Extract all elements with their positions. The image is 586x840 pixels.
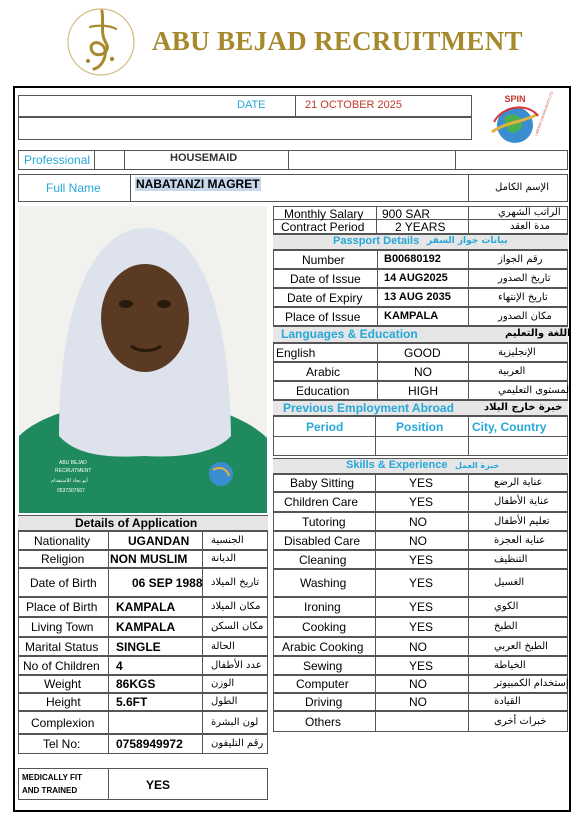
shirt-text-1: ABU BEJAD	[59, 460, 87, 466]
skill-value: YES	[409, 476, 434, 490]
application-arabic: لون البشرة	[211, 717, 259, 728]
passport-value: B00680192	[384, 253, 441, 265]
application-divider	[202, 693, 203, 711]
full-name-value: NABATANZI MAGRET	[136, 177, 260, 191]
application-divider	[108, 597, 109, 617]
application-label: Marital Status	[25, 640, 99, 654]
employment-col-city-country: City, Country	[472, 420, 547, 434]
language-value: NO	[414, 365, 432, 379]
skill-arabic: عناية العجزة	[494, 535, 546, 546]
medical-label-1: MEDICALLY FIT	[22, 773, 83, 782]
application-divider	[108, 656, 109, 675]
application-divider	[202, 675, 203, 693]
skill-divider	[468, 597, 469, 617]
skill-divider	[375, 693, 376, 711]
application-value: 5.6FT	[116, 695, 148, 709]
company-name: ABU BEJAD RECRUITMENT	[152, 26, 523, 56]
application-divider	[108, 637, 109, 656]
application-divider	[202, 617, 203, 637]
skill-label: Tutoring	[302, 515, 346, 529]
application-value: 06 SEP 1988	[132, 576, 203, 590]
application-arabic: تاريخ الميلاد	[211, 577, 260, 588]
passport-divider	[377, 288, 378, 307]
professional-row	[18, 150, 568, 170]
application-divider	[108, 675, 109, 693]
employment-title: Previous Employment Abroad	[283, 401, 454, 415]
contract-period-label: Contract Period	[281, 220, 365, 234]
application-arabic: الحالة	[211, 641, 235, 652]
application-label: Complexion	[31, 716, 95, 730]
skill-divider	[375, 474, 376, 492]
skill-divider	[468, 675, 469, 693]
language-divider	[377, 362, 378, 381]
application-divider	[202, 734, 203, 754]
application-divider	[202, 550, 203, 568]
skill-value: YES	[409, 576, 434, 590]
skill-value: NO	[409, 640, 427, 654]
skill-divider	[468, 550, 469, 569]
application-value: KAMPALA	[116, 600, 176, 614]
skill-divider	[375, 569, 376, 597]
application-divider	[202, 637, 203, 656]
application-divider	[108, 568, 109, 597]
language-label: Education	[296, 384, 350, 398]
skill-divider	[375, 675, 376, 693]
skill-divider	[375, 597, 376, 617]
application-title: Details of Application	[75, 516, 198, 530]
skill-divider	[375, 531, 376, 550]
language-divider	[377, 343, 378, 362]
application-divider	[202, 656, 203, 675]
passport-value: 13 AUG 2035	[384, 291, 451, 303]
passport-divider	[468, 307, 469, 326]
application-label: Nationality	[34, 534, 91, 548]
full-name-arabic: الإسم الكامل	[495, 182, 550, 193]
language-label: Arabic	[306, 365, 341, 379]
skill-divider	[468, 656, 469, 675]
skill-label: Children Care	[284, 495, 359, 509]
blank-row	[18, 117, 472, 140]
application-label: Tel No:	[43, 737, 81, 751]
language-divider	[468, 381, 469, 400]
spin-agency-logo	[482, 91, 554, 152]
application-label: Living Town	[31, 620, 94, 634]
skill-divider	[375, 512, 376, 531]
application-divider	[108, 734, 109, 754]
application-value: 4	[116, 659, 123, 673]
application-value: NON MUSLIM	[110, 552, 188, 566]
skill-divider	[468, 693, 469, 711]
skill-arabic: التنظيف	[494, 554, 528, 565]
application-arabic: الوزن	[211, 678, 235, 689]
skill-label: Ironing	[304, 600, 341, 614]
languages-title-arabic: اللغة والتعليم	[505, 328, 571, 339]
passport-divider	[377, 307, 378, 326]
application-value: SINGLE	[116, 640, 161, 654]
skills-title-arabic: خبرة العمل	[455, 461, 500, 470]
skill-arabic: عناية الرضع	[494, 477, 543, 488]
skill-divider	[375, 550, 376, 569]
passport-divider	[377, 269, 378, 288]
skill-divider	[375, 711, 376, 732]
application-value: 86KGS	[116, 677, 156, 691]
employment-col-period: Period	[306, 420, 344, 434]
application-divider	[108, 550, 109, 568]
application-arabic: عدد الأطفال	[211, 660, 262, 671]
application-divider	[202, 711, 203, 734]
application-divider	[202, 531, 203, 550]
language-arabic: الإنجليزية	[498, 347, 536, 358]
applicant-photo	[19, 206, 267, 513]
skill-value: YES	[409, 495, 434, 509]
passport-label: Date of Issue	[290, 272, 361, 286]
spin-logo-text: SPIN	[504, 94, 526, 104]
abu-bejad-calligraphy-logo	[66, 3, 136, 81]
language-arabic: المستوى التعليمي	[498, 385, 572, 396]
skill-arabic: تعليم الأطفال	[494, 516, 550, 527]
skill-divider	[375, 492, 376, 512]
skill-arabic: القيادة	[494, 696, 521, 707]
skill-arabic: الغسيل	[494, 577, 525, 588]
contract-period-arabic: مدة العقد	[510, 221, 550, 232]
application-value: KAMPALA	[116, 620, 176, 634]
application-divider	[108, 711, 109, 734]
passport-divider	[468, 269, 469, 288]
application-label: No of Children	[23, 659, 100, 673]
skill-divider	[468, 492, 469, 512]
passport-header	[273, 234, 568, 250]
skill-value: YES	[409, 620, 434, 634]
skill-label: Computer	[296, 677, 349, 691]
language-value: HIGH	[408, 384, 438, 398]
application-arabic: الجنسية	[211, 535, 244, 546]
passport-divider	[377, 250, 378, 269]
shirt-text-2: RECRUITMENT	[55, 468, 92, 474]
skill-label: Sewing	[303, 659, 343, 673]
application-arabic: الديانة	[211, 553, 237, 564]
application-arabic: مكان السكن	[211, 621, 264, 632]
application-value: 0758949972	[116, 737, 183, 751]
salary-value: 900 SAR	[382, 207, 431, 221]
skill-divider	[375, 637, 376, 656]
passport-arabic: تاريخ الصدور	[498, 273, 551, 284]
shirt-text-3: أبو بجاد للاستقدام	[51, 478, 88, 484]
application-label: Date of Birth	[30, 576, 97, 590]
language-divider	[468, 362, 469, 381]
skill-value: NO	[409, 515, 427, 529]
passport-label: Date of Expiry	[287, 291, 363, 305]
skill-divider	[468, 617, 469, 637]
application-arabic: الطول	[211, 696, 238, 707]
passport-arabic: مكان الصدور	[498, 311, 552, 322]
application-label: Height	[46, 695, 81, 709]
skill-divider	[468, 711, 469, 732]
skill-label: Driving	[305, 695, 343, 709]
skill-value: YES	[409, 553, 434, 567]
skill-arabic: الكوي	[494, 601, 519, 612]
professional-label: Professional	[24, 153, 91, 167]
date-label: DATE	[237, 99, 266, 111]
application-divider	[108, 531, 109, 550]
salary-arabic: الراتب الشهري	[498, 207, 561, 218]
skill-value: NO	[409, 534, 427, 548]
passport-title-arabic: بيانات جواز السفر	[427, 236, 508, 246]
skill-divider	[468, 474, 469, 492]
medical-label-2: AND TRAINED	[22, 786, 78, 795]
skill-label: Cleaning	[299, 553, 347, 567]
skill-arabic: الخياطة	[494, 660, 526, 671]
skill-label: Washing	[300, 576, 347, 590]
skill-divider	[375, 656, 376, 675]
skill-label: Disabled Care	[284, 534, 361, 548]
skill-arabic: خبرات أخرى	[494, 716, 547, 727]
skill-value: YES	[409, 600, 434, 614]
skill-arabic: إستخدام الكمبيوتر	[494, 678, 569, 689]
employment-title-arabic: خبرة خارج البلاد	[484, 402, 563, 413]
skill-divider	[468, 531, 469, 550]
profession-value: HOUSEMAID	[170, 152, 238, 164]
application-value: UGANDAN	[128, 534, 190, 548]
passport-value: 14 AUG2025	[384, 272, 448, 284]
skill-arabic: الطبخ	[494, 621, 518, 632]
language-divider	[377, 381, 378, 400]
passport-label: Number	[302, 253, 345, 267]
language-label: English	[276, 346, 316, 360]
application-divider	[202, 597, 203, 617]
skill-value: NO	[409, 695, 427, 709]
language-arabic: العربية	[498, 366, 526, 377]
skill-label: Others	[305, 715, 342, 729]
full-name-label: Full Name	[46, 181, 101, 195]
skills-title: Skills & Experience	[346, 459, 448, 471]
language-divider	[468, 343, 469, 362]
skill-label: Cooking	[302, 620, 347, 634]
passport-divider	[468, 288, 469, 307]
shirt-text-4: 0537307667	[57, 488, 85, 494]
passport-divider	[468, 250, 469, 269]
skill-arabic: عناية الأطفال	[494, 496, 550, 507]
application-label: Place of Birth	[26, 600, 98, 614]
contract-period-value: 2 YEARS	[395, 220, 446, 234]
skill-value: YES	[409, 659, 434, 673]
skill-value: NO	[409, 677, 427, 691]
application-divider	[108, 693, 109, 711]
passport-value: KAMPALA	[384, 310, 439, 322]
passport-label: Place of Issue	[285, 310, 361, 324]
skill-arabic: الطبخ العربي	[494, 641, 548, 652]
skill-divider	[468, 569, 469, 597]
skill-divider	[375, 617, 376, 637]
skill-label: Baby Sitting	[290, 476, 355, 490]
spin-logo-subtext: LABOUR CONSULTANTS LTD	[534, 91, 554, 137]
language-value: GOOD	[404, 346, 441, 360]
passport-title: Passport Details	[333, 235, 420, 247]
application-arabic: مكان الميلاد	[211, 601, 261, 612]
skill-label: Arabic Cooking	[282, 640, 364, 654]
date-value: 21 OCTOBER 2025	[305, 99, 403, 111]
medical-value: YES	[146, 778, 171, 792]
application-label: Religion	[41, 552, 85, 566]
employment-col-position: Position	[396, 420, 444, 434]
skill-divider	[468, 512, 469, 531]
application-arabic: رقم التليفون	[211, 738, 264, 749]
application-label: Weight	[44, 677, 82, 691]
application-divider	[108, 617, 109, 637]
skill-divider	[468, 637, 469, 656]
salary-label: Monthly Salary	[284, 207, 364, 221]
passport-arabic: رقم الجواز	[498, 254, 543, 265]
languages-title: Languages & Education	[281, 327, 418, 341]
passport-arabic: تاريخ الإنتهاء	[498, 292, 548, 303]
